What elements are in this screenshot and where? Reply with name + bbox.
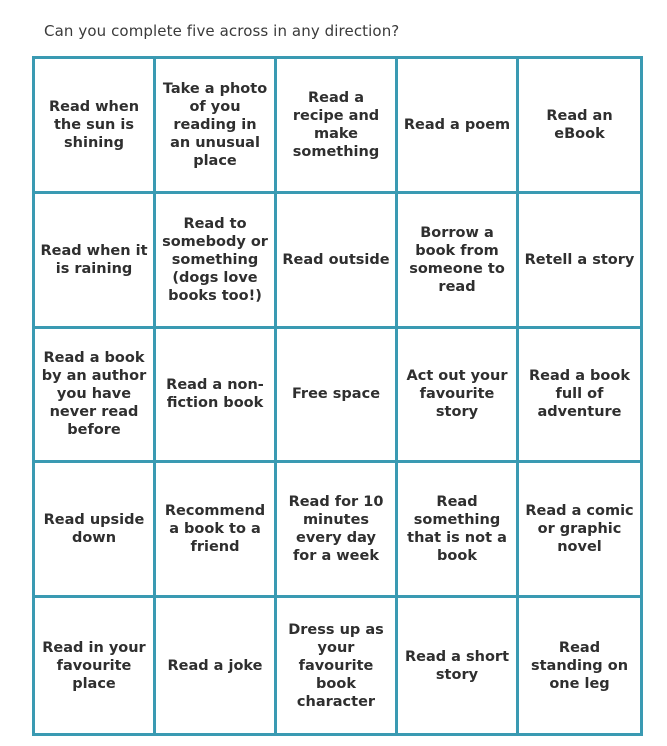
bingo-cell-label: Read a non-fiction book [166,377,264,412]
bingo-cell [519,463,640,598]
bingo-cell [398,463,519,598]
bingo-cell [35,463,156,598]
bingo-cell [398,59,519,194]
bingo-cell-label: Recommend a book to a friend [164,503,266,556]
bingo-cell-label: Read upside down [43,512,145,547]
bingo-cell [519,59,640,194]
bingo-cell [398,598,519,733]
bingo-cell-label: Read when the sun is shining [48,98,140,151]
bingo-cell [519,194,640,329]
bingo-cell-label: Act out your favourite story [406,368,508,421]
bingo-cell [35,598,156,733]
bingo-cell [35,194,156,329]
bingo-cell [156,194,277,329]
bingo-cell-label: Read standing on one leg [530,639,629,692]
bingo-cell [156,598,277,733]
bingo-cell [277,59,398,194]
bingo-cell-label: Read an eBook [546,107,613,142]
bingo-cell-label: Free space [291,386,381,403]
bingo-cell [398,194,519,329]
bingo-cell-free-space [277,329,398,464]
bingo-cell [156,59,277,194]
bingo-cell-label: Dress up as your favourite book character [288,621,384,710]
bingo-cell-label: Read in your favourite place [42,639,146,692]
bingo-cell-label: Read a poem [403,116,511,133]
bingo-cell [156,329,277,464]
bingo-cell-label: Read something that is not a book [407,494,507,565]
bingo-cell-label: Read outside [282,251,390,268]
bingo-cell-label: Read when it is raining [40,242,148,277]
bingo-cell-label: Read a book by an author you have never read before [41,350,147,439]
bingo-cell-label: Read a short story [404,648,510,683]
bingo-cell [277,463,398,598]
bingo-cell-label: Read a book full of adventure [529,368,630,421]
bingo-cell-label: Read a recipe and make something [292,89,380,160]
bingo-cell [277,598,398,733]
bingo-cell [277,194,398,329]
bingo-cell-label: Read a joke [167,657,263,674]
bingo-cell [156,463,277,598]
bingo-cell [519,598,640,733]
bingo-cell-label: Take a photo of you reading in an unusual place [162,80,268,169]
bingo-cell-label: Read a comic or graphic novel [525,503,634,556]
bingo-cell-label: Read for 10 minutes every day for a week [288,494,384,565]
bingo-grid [32,56,643,736]
bingo-cell [519,329,640,464]
bingo-cell [35,59,156,194]
bingo-cell-label: Read to somebody or something (dogs love books too!) [162,215,268,304]
page-intro-text: Can you complete five across in any direction? [44,22,400,40]
bingo-cell-label: Borrow a book from someone to read [409,224,505,295]
bingo-cell [35,329,156,464]
bingo-cell-label: Retell a story [524,251,635,268]
bingo-cell [398,329,519,464]
